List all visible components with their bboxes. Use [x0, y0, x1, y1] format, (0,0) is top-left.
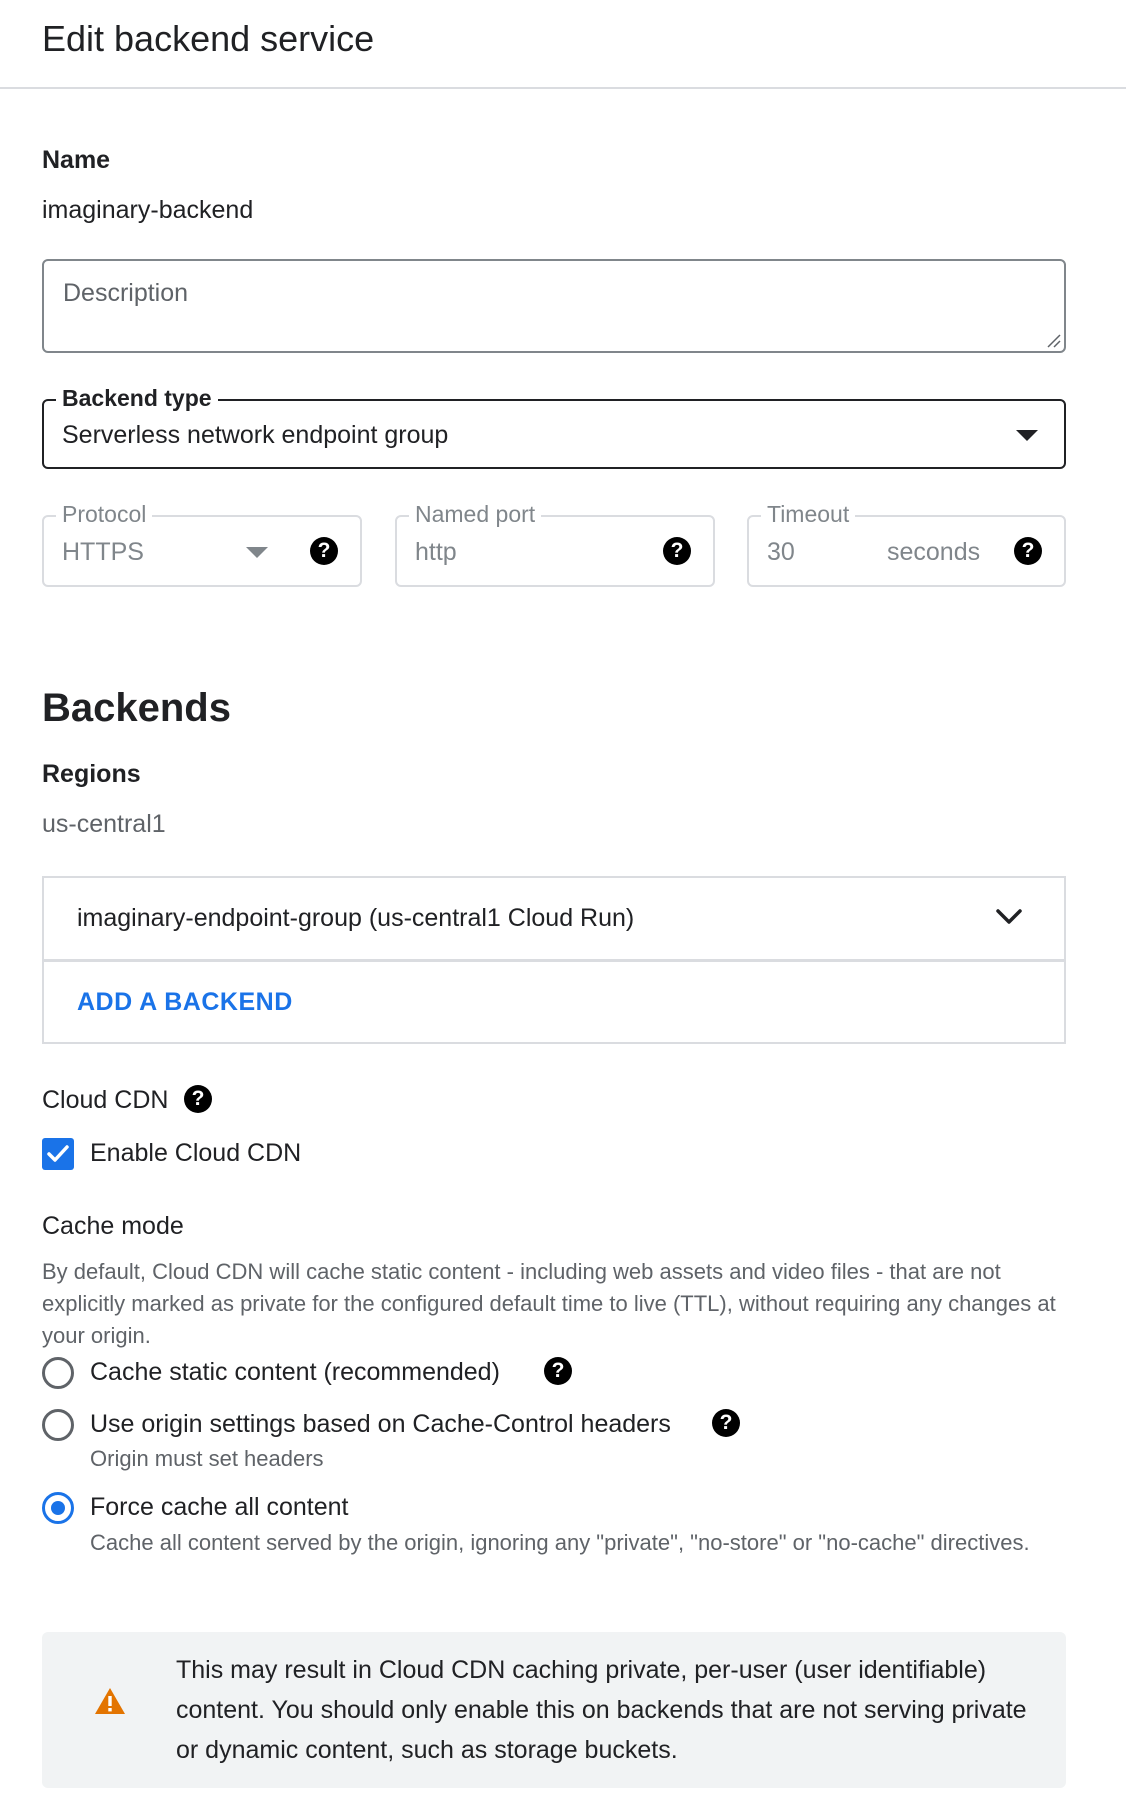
- timeout-unit: seconds: [887, 538, 981, 566]
- backend-type-select[interactable]: [42, 385, 1066, 469]
- help-icon[interactable]: ?: [712, 1409, 740, 1437]
- backends-panel: [42, 876, 1066, 1044]
- protocol-value: HTTPS: [62, 538, 144, 566]
- radio-use-origin-settings[interactable]: [42, 1409, 74, 1441]
- protocol-label: Protocol: [56, 500, 152, 528]
- cloud-cdn-label: [42, 1086, 168, 1115]
- help-icon[interactable]: ?: [544, 1357, 572, 1385]
- enable-cloud-cdn-label[interactable]: Enable Cloud CDN: [90, 1139, 302, 1167]
- add-backend-button[interactable]: ADD A BACKEND: [77, 988, 293, 1016]
- regions-value: us-central1: [42, 810, 166, 838]
- use-origin-settings-description: Origin must set headers: [90, 1446, 324, 1471]
- page-header: [0, 0, 1126, 89]
- cache-mode-description: By default, Cloud CDN will cache static content - including web assets and video files - that are not explicitly marked as private for the configured default time to live (TTL), without requiring any changes at your origin.: [42, 1259, 1056, 1348]
- check-icon: [42, 1138, 74, 1170]
- regions-label: Regions: [42, 760, 141, 788]
- named-port-field[interactable]: [395, 501, 715, 587]
- backend-type-label: Backend type: [56, 384, 218, 412]
- named-port-value: http: [415, 538, 457, 566]
- backend-item-label: imaginary-endpoint-group (us-central1 Cloud Run): [77, 904, 635, 932]
- description-placeholder: Description: [63, 279, 189, 307]
- timeout-field[interactable]: [747, 501, 1066, 587]
- timeout-label: Timeout: [761, 500, 855, 528]
- description-field[interactable]: [42, 259, 1066, 353]
- backends-heading: Backends: [42, 686, 231, 730]
- warning-text: This may result in Cloud CDN caching private, per-user (user identifiable) content. You should only enable this on backends that are not serving private or dynamic content, such as storage buckets.: [176, 1656, 1027, 1764]
- arrow-drop-down-icon: [246, 547, 268, 558]
- backend-item[interactable]: [44, 878, 1064, 962]
- protocol-select[interactable]: [42, 501, 362, 587]
- force-cache-all-content-label[interactable]: Force cache all content: [90, 1493, 349, 1521]
- resize-handle-icon[interactable]: [1045, 332, 1061, 348]
- backend-type-value: Serverless network endpoint group: [62, 421, 449, 449]
- warning-icon: [94, 1686, 126, 1716]
- enable-cloud-cdn-checkbox[interactable]: [42, 1138, 74, 1170]
- use-origin-settings-label[interactable]: Use origin settings based on Cache-Control headers: [90, 1410, 671, 1438]
- help-icon[interactable]: ?: [184, 1085, 212, 1113]
- name-value: imaginary-backend: [42, 196, 254, 224]
- arrow-drop-down-icon: [1016, 430, 1038, 441]
- timeout-value: 30: [767, 538, 795, 566]
- help-icon[interactable]: ?: [310, 537, 338, 565]
- cache-mode-label: Cache mode: [42, 1212, 184, 1240]
- page-title: Edit backend service: [42, 18, 375, 59]
- name-label: Name: [42, 146, 111, 174]
- cache-static-content-label[interactable]: Cache static content (recommended): [90, 1358, 500, 1386]
- warning-banner: [42, 1632, 1066, 1788]
- radio-force-cache-all-content[interactable]: [42, 1492, 74, 1524]
- help-icon[interactable]: ?: [1014, 537, 1042, 565]
- help-icon[interactable]: ?: [663, 537, 691, 565]
- named-port-label: Named port: [409, 500, 541, 528]
- radio-cache-static-content[interactable]: [42, 1357, 74, 1389]
- chevron-down-icon[interactable]: [994, 902, 1024, 932]
- cloud-cdn-label-text: Cloud CDN: [42, 1086, 169, 1114]
- force-cache-all-content-description: Cache all content served by the origin, ignoring any "private", "no-store" or "no-cache" directives.: [90, 1530, 1030, 1555]
